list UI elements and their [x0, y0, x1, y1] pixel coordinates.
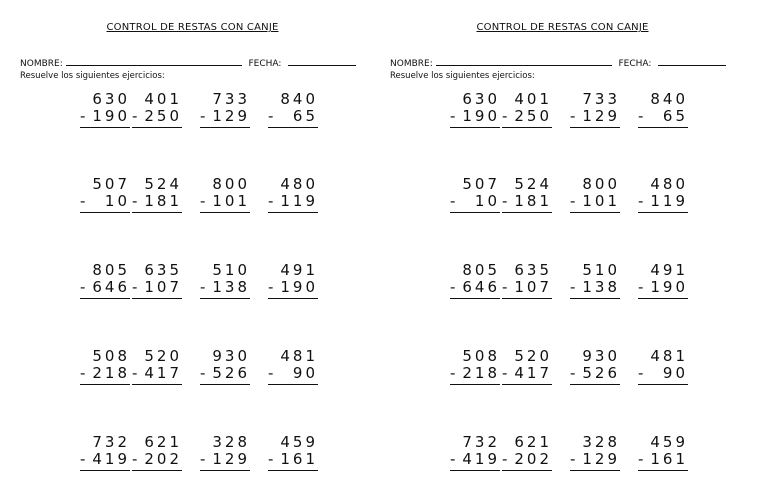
answer-line [80, 212, 130, 213]
minus-sign: - [450, 192, 456, 210]
subtrahend-row [638, 193, 688, 210]
minuend: 507 [92, 175, 130, 193]
subtraction-problem [570, 434, 620, 471]
answer-line [132, 470, 182, 471]
minus-sign: - [502, 364, 508, 382]
subtrahend: 129 [582, 107, 620, 125]
minus-sign: - [502, 278, 508, 296]
subtrahend: 190 [462, 107, 500, 125]
subtrahend-row [132, 279, 182, 296]
minus-sign: - [450, 107, 456, 125]
subtraction-problem [80, 176, 130, 213]
subtrahend-row [132, 108, 182, 125]
minus-sign: - [132, 450, 138, 468]
minus-sign: - [80, 450, 86, 468]
minus-sign: - [132, 278, 138, 296]
subtrahend: 101 [582, 192, 620, 210]
subtrahend-row [200, 451, 250, 468]
answer-line [502, 127, 552, 128]
minus-sign: - [450, 364, 456, 382]
minus-sign: - [638, 107, 644, 125]
subtraction-problem [80, 91, 130, 128]
name-label: NOMBRE: [20, 59, 63, 69]
subtrahend-row [80, 279, 130, 296]
minuend: 621 [514, 433, 552, 451]
subtraction-problem [502, 348, 552, 385]
minuend: 733 [212, 90, 250, 108]
subtrahend: 161 [650, 450, 688, 468]
minuend: 459 [280, 433, 318, 451]
answer-line [268, 298, 318, 299]
answer-line [450, 384, 500, 385]
answer-line [80, 298, 130, 299]
subtrahend: 10 [474, 192, 500, 210]
subtrahend: 107 [144, 278, 182, 296]
subtrahend: 419 [92, 450, 130, 468]
subtrahend: 65 [662, 107, 688, 125]
subtraction-problem [638, 91, 688, 128]
subtraction-problem [638, 348, 688, 385]
answer-line [268, 470, 318, 471]
instructions: Resuelve los siguientes ejercicios: [20, 71, 165, 81]
subtraction-problem [132, 176, 182, 213]
subtrahend: 10 [104, 192, 130, 210]
answer-line [570, 127, 620, 128]
minus-sign: - [450, 278, 456, 296]
worksheet-left [20, 0, 380, 503]
subtrahend: 107 [514, 278, 552, 296]
minus-sign: - [268, 450, 274, 468]
answer-line [638, 127, 688, 128]
subtrahend-row [570, 279, 620, 296]
minuend: 840 [650, 90, 688, 108]
minuend: 508 [92, 347, 130, 365]
subtraction-problem [502, 434, 552, 471]
minus-sign: - [638, 192, 644, 210]
subtrahend-row [450, 279, 500, 296]
subtrahend: 417 [144, 364, 182, 382]
subtrahend-row [570, 451, 620, 468]
subtrahend: 90 [662, 364, 688, 382]
name-field[interactable] [66, 56, 242, 66]
subtraction-problem [80, 348, 130, 385]
subtrahend: 181 [514, 192, 552, 210]
minus-sign: - [200, 364, 206, 382]
subtrahend-row [80, 193, 130, 210]
subtrahend-row [268, 108, 318, 125]
subtrahend: 646 [462, 278, 500, 296]
date-label: FECHA: [248, 59, 282, 69]
subtrahend: 119 [650, 192, 688, 210]
subtrahend-row [450, 108, 500, 125]
subtraction-problem [200, 434, 250, 471]
subtraction-problem [502, 262, 552, 299]
minus-sign: - [80, 364, 86, 382]
subtrahend: 526 [582, 364, 620, 382]
minus-sign: - [80, 192, 86, 210]
subtrahend-row [450, 193, 500, 210]
answer-line [200, 470, 250, 471]
minuend: 800 [212, 175, 250, 193]
subtrahend: 190 [92, 107, 130, 125]
minus-sign: - [268, 192, 274, 210]
minuend: 328 [582, 433, 620, 451]
subtrahend-row [502, 108, 552, 125]
answer-line [502, 384, 552, 385]
subtrahend-row [132, 365, 182, 382]
subtrahend-row [570, 108, 620, 125]
subtraction-problem [502, 176, 552, 213]
subtrahend: 202 [144, 450, 182, 468]
subtraction-problem [570, 348, 620, 385]
subtrahend: 250 [144, 107, 182, 125]
subtraction-problem [132, 91, 182, 128]
answer-line [502, 298, 552, 299]
subtrahend-row [268, 365, 318, 382]
minus-sign: - [268, 278, 274, 296]
minuend: 507 [462, 175, 500, 193]
subtrahend-row [80, 451, 130, 468]
minus-sign: - [570, 450, 576, 468]
answer-line [638, 212, 688, 213]
date-field[interactable] [658, 56, 726, 66]
answer-line [268, 212, 318, 213]
subtraction-problem [200, 91, 250, 128]
subtraction-problem [450, 348, 500, 385]
minuend: 621 [144, 433, 182, 451]
subtrahend: 218 [92, 364, 130, 382]
minuend: 805 [462, 261, 500, 279]
subtrahend-row [200, 365, 250, 382]
minus-sign: - [570, 364, 576, 382]
subtrahend-row [502, 365, 552, 382]
subtrahend-row [638, 108, 688, 125]
instructions: Resuelve los siguientes ejercicios: [390, 71, 535, 81]
minus-sign: - [502, 192, 508, 210]
answer-line [200, 127, 250, 128]
subtraction-problem [200, 176, 250, 213]
subtraction-problem [132, 434, 182, 471]
worksheet-right [390, 0, 750, 503]
subtrahend-row [200, 193, 250, 210]
date-field[interactable] [288, 56, 356, 66]
subtrahend: 417 [514, 364, 552, 382]
answer-line [570, 212, 620, 213]
name-field[interactable] [436, 56, 612, 66]
subtrahend: 129 [212, 450, 250, 468]
subtrahend-row [80, 108, 130, 125]
answer-line [450, 127, 500, 128]
minus-sign: - [132, 107, 138, 125]
minuend: 520 [144, 347, 182, 365]
answer-line [638, 298, 688, 299]
subtrahend: 129 [212, 107, 250, 125]
subtrahend: 138 [582, 278, 620, 296]
subtraction-problem [80, 434, 130, 471]
minus-sign: - [200, 450, 206, 468]
subtrahend: 646 [92, 278, 130, 296]
worksheet-title: CONTROL DE RESTAS CON CANJE [106, 22, 279, 33]
subtraction-problem [570, 176, 620, 213]
answer-line [132, 212, 182, 213]
answer-line [502, 470, 552, 471]
minus-sign: - [502, 450, 508, 468]
subtraction-problem [268, 348, 318, 385]
minuend: 459 [650, 433, 688, 451]
minuend: 524 [144, 175, 182, 193]
answer-line [570, 384, 620, 385]
minuend: 630 [462, 90, 500, 108]
subtraction-problem [200, 262, 250, 299]
minuend: 630 [92, 90, 130, 108]
answer-line [132, 298, 182, 299]
minuend: 805 [92, 261, 130, 279]
minus-sign: - [570, 278, 576, 296]
subtrahend-row [638, 451, 688, 468]
answer-line [570, 298, 620, 299]
minuend: 401 [514, 90, 552, 108]
subtraction-problem [570, 91, 620, 128]
answer-line [80, 384, 130, 385]
minus-sign: - [502, 107, 508, 125]
minuend: 401 [144, 90, 182, 108]
subtrahend: 202 [514, 450, 552, 468]
minuend: 635 [514, 261, 552, 279]
subtrahend-row [80, 365, 130, 382]
subtrahend-row [638, 279, 688, 296]
subtrahend-row [268, 193, 318, 210]
subtraction-problem [502, 91, 552, 128]
minuend: 481 [280, 347, 318, 365]
subtrahend-row [132, 451, 182, 468]
subtrahend-row [268, 279, 318, 296]
minus-sign: - [268, 364, 274, 382]
answer-line [268, 384, 318, 385]
answer-line [200, 298, 250, 299]
subtraction-problem [80, 262, 130, 299]
minuend: 520 [514, 347, 552, 365]
minus-sign: - [638, 278, 644, 296]
subtrahend: 190 [650, 278, 688, 296]
subtraction-problem [268, 262, 318, 299]
subtraction-problem [638, 434, 688, 471]
worksheet-title: CONTROL DE RESTAS CON CANJE [476, 22, 649, 33]
subtraction-problem [132, 348, 182, 385]
minus-sign: - [638, 450, 644, 468]
subtrahend: 526 [212, 364, 250, 382]
minuend: 930 [212, 347, 250, 365]
subtrahend: 250 [514, 107, 552, 125]
minus-sign: - [80, 278, 86, 296]
subtrahend: 138 [212, 278, 250, 296]
answer-line [638, 470, 688, 471]
subtrahend-row [200, 279, 250, 296]
header-fields [390, 56, 726, 69]
subtrahend-row [268, 451, 318, 468]
minus-sign: - [200, 107, 206, 125]
subtrahend: 65 [292, 107, 318, 125]
answer-line [80, 470, 130, 471]
minus-sign: - [638, 364, 644, 382]
answer-line [450, 212, 500, 213]
answer-line [450, 298, 500, 299]
subtraction-problem [450, 262, 500, 299]
subtrahend: 161 [280, 450, 318, 468]
subtrahend-row [502, 193, 552, 210]
subtrahend: 119 [280, 192, 318, 210]
minus-sign: - [268, 107, 274, 125]
minuend: 480 [280, 175, 318, 193]
subtrahend-row [450, 365, 500, 382]
date-label: FECHA: [618, 59, 652, 69]
subtraction-problem [570, 262, 620, 299]
subtrahend-row [200, 108, 250, 125]
answer-line [570, 470, 620, 471]
subtraction-problem [450, 176, 500, 213]
minuend: 328 [212, 433, 250, 451]
subtraction-problem [268, 91, 318, 128]
minus-sign: - [570, 107, 576, 125]
minus-sign: - [132, 364, 138, 382]
subtrahend: 419 [462, 450, 500, 468]
answer-line [638, 384, 688, 385]
subtraction-problem [450, 91, 500, 128]
minuend: 635 [144, 261, 182, 279]
minuend: 930 [582, 347, 620, 365]
answer-line [80, 127, 130, 128]
subtrahend-row [502, 279, 552, 296]
subtrahend-row [638, 365, 688, 382]
minuend: 491 [650, 261, 688, 279]
minuend: 510 [582, 261, 620, 279]
subtrahend-row [570, 193, 620, 210]
answer-line [132, 127, 182, 128]
subtraction-problem [638, 262, 688, 299]
minuend: 480 [650, 175, 688, 193]
subtraction-problem [200, 348, 250, 385]
subtraction-problem [132, 262, 182, 299]
minuend: 840 [280, 90, 318, 108]
subtrahend: 181 [144, 192, 182, 210]
minuend: 733 [582, 90, 620, 108]
minuend: 510 [212, 261, 250, 279]
answer-line [200, 384, 250, 385]
subtrahend-row [570, 365, 620, 382]
minuend: 491 [280, 261, 318, 279]
subtraction-problem [268, 176, 318, 213]
minuend: 732 [462, 433, 500, 451]
minuend: 800 [582, 175, 620, 193]
answer-line [450, 470, 500, 471]
minus-sign: - [132, 192, 138, 210]
name-label: NOMBRE: [390, 59, 433, 69]
subtrahend-row [132, 193, 182, 210]
answer-line [200, 212, 250, 213]
subtrahend: 190 [280, 278, 318, 296]
subtraction-problem [268, 434, 318, 471]
minuend: 524 [514, 175, 552, 193]
minus-sign: - [80, 107, 86, 125]
subtrahend: 129 [582, 450, 620, 468]
subtrahend: 90 [292, 364, 318, 382]
subtrahend: 218 [462, 364, 500, 382]
subtraction-problem [450, 434, 500, 471]
minuend: 481 [650, 347, 688, 365]
minus-sign: - [200, 278, 206, 296]
subtrahend: 101 [212, 192, 250, 210]
subtrahend-row [502, 451, 552, 468]
header-fields [20, 56, 356, 69]
minus-sign: - [570, 192, 576, 210]
minuend: 732 [92, 433, 130, 451]
answer-line [268, 127, 318, 128]
subtrahend-row [450, 451, 500, 468]
minus-sign: - [450, 450, 456, 468]
minus-sign: - [200, 192, 206, 210]
answer-line [132, 384, 182, 385]
minuend: 508 [462, 347, 500, 365]
subtraction-problem [638, 176, 688, 213]
answer-line [502, 212, 552, 213]
